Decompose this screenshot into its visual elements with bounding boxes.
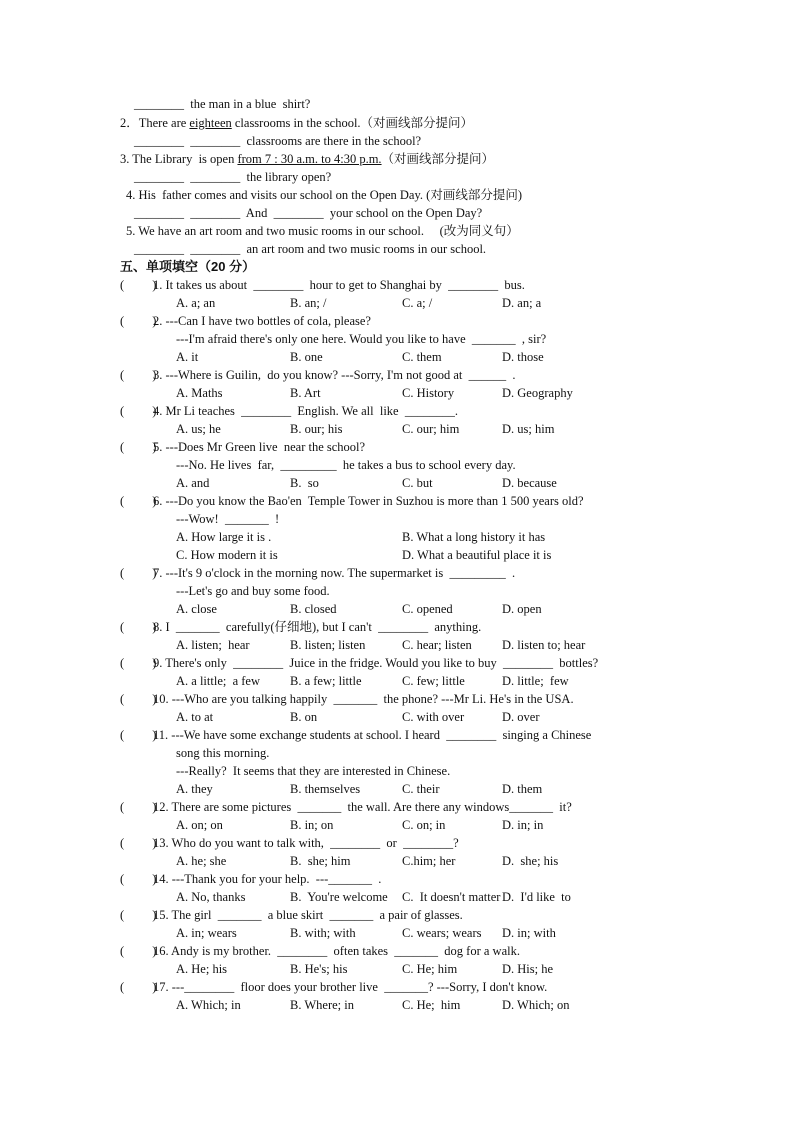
option-13-c: C.him; her (402, 854, 456, 868)
question-continuation-11: ---Really? It seems that they are interested in Chinese. (176, 764, 451, 778)
answer-line-q1: ________ the man in a blue shirt? (134, 97, 311, 111)
answer-bracket: ( ) (120, 314, 157, 328)
answer-bracket: ( ) (120, 980, 157, 994)
option-8-c: C. hear; listen (402, 638, 472, 652)
question-stem-10: 10. ---Who are you talking happily _______ the phone? ---Mr Li. He's in the USA. (153, 692, 574, 706)
option-4-c: C. our; him (402, 422, 460, 436)
option-4-d: D. us; him (502, 422, 555, 436)
option-16-c: C. He; him (402, 962, 458, 976)
option-7-b: B. closed (290, 602, 337, 616)
question-stem-11: 11. ---We have some exchange students at school. I heard ________ singing a Chinese (153, 728, 592, 742)
option-14-a: A. No, thanks (176, 890, 246, 904)
question-continuation-11: song this morning. (176, 746, 270, 760)
option-7-a: A. close (176, 602, 217, 616)
question-stem-16: 16. Andy is my brother. ________ often takes _______ dog for a walk. (153, 944, 520, 958)
option-11-c: C. their (402, 782, 440, 796)
question-stem-1: 1. It takes us about ________ hour to get to Shanghai by ________ bus. (153, 278, 525, 292)
option-6-b: B. What a long history it has (402, 530, 546, 544)
answer-bracket: ( ) (120, 872, 157, 886)
option-17-d: D. Which; on (502, 998, 570, 1012)
option-4-a: A. us; he (176, 422, 221, 436)
option-3-b: B. Art (290, 386, 321, 400)
section-5-title: 五、单项填空（20 分） (120, 259, 256, 274)
option-3-c: C. History (402, 386, 455, 400)
question-stem-7: 7. ---It's 9 o'clock in the morning now. The supermarket is _________ . (153, 566, 516, 580)
question-stem-13: 13. Who do you want to talk with, ________ or ________? (153, 836, 459, 850)
option-16-b: B. He's; his (290, 962, 348, 976)
question-stem-17: 17. ---________ floor does your brother live _______? ---Sorry, I don't know. (153, 980, 548, 994)
option-13-a: A. he; she (176, 854, 227, 868)
option-8-b: B. listen; listen (290, 638, 366, 652)
option-14-b: B. You're welcome (290, 890, 388, 904)
option-5-c: C. but (402, 476, 433, 490)
question-stem-2: 2. ---Can I have two bottles of cola, please? (153, 314, 371, 328)
answer-bracket: ( ) (120, 404, 157, 418)
option-9-a: A. a little; a few (176, 674, 260, 688)
option-2-a: A. it (176, 350, 199, 364)
option-14-d: D. I'd like to (502, 890, 571, 904)
option-13-b: B. she; him (290, 854, 351, 868)
option-16-a: A. He; his (176, 962, 228, 976)
option-17-b: B. Where; in (290, 998, 354, 1012)
option-9-d: D. little; few (502, 674, 569, 688)
option-15-d: D. in; with (502, 926, 556, 940)
answer-line-q4: ________ ________ And ________ your school on the Open Day? (134, 206, 483, 220)
option-12-d: D. in; in (502, 818, 544, 832)
answer-bracket: ( ) (120, 836, 157, 850)
question-continuation-6: ---Wow! _______ ! (176, 512, 280, 526)
question-continuation-7: ---Let's go and buy some food. (176, 584, 330, 598)
option-8-d: D. listen to; hear (502, 638, 586, 652)
option-7-c: C. opened (402, 602, 453, 616)
answer-bracket: ( ) (120, 692, 157, 706)
option-10-d: D. over (502, 710, 540, 724)
option-10-c: C. with over (402, 710, 465, 724)
option-6-a: A. How large it is . (176, 530, 272, 544)
option-5-d: D. because (502, 476, 557, 490)
option-14-c: C. It doesn't matter (402, 890, 501, 904)
option-5-a: A. and (176, 476, 210, 490)
option-10-b: B. on (290, 710, 318, 724)
answer-bracket: ( ) (120, 800, 157, 814)
option-16-d: D. His; he (502, 962, 554, 976)
question-stem-3: 3. ---Where is Guilin, do you know? ---Sorry, I'm not good at ______ . (153, 368, 516, 382)
option-9-b: B. a few; little (290, 674, 362, 688)
answer-bracket: ( ) (120, 278, 157, 292)
answer-line-q3: ________ ________ the library open? (134, 170, 332, 184)
answer-bracket: ( ) (120, 566, 157, 580)
option-4-b: B. our; his (290, 422, 343, 436)
option-15-c: C. wears; wears (402, 926, 482, 940)
underlined-phrase: from 7 : 30 a.m. to 4:30 p.m. (237, 152, 382, 166)
question-stem-5: 5. ---Does Mr Green live near the school? (153, 440, 366, 454)
option-5-b: B. so (290, 476, 319, 490)
question-q4-part4: 4. His father comes and visits our school on the Open Day. (对画线部分提问) (126, 188, 522, 202)
option-1-c: C. a; / (402, 296, 433, 310)
option-2-c: C. them (402, 350, 442, 364)
option-3-a: A. Maths (176, 386, 223, 400)
option-6-d: D. What a beautiful place it is (402, 548, 552, 562)
option-17-c: C. He; him (402, 998, 461, 1012)
answer-bracket: ( ) (120, 728, 157, 742)
option-11-a: A. they (176, 782, 213, 796)
option-3-d: D. Geography (502, 386, 573, 400)
option-13-d: D. she; his (502, 854, 559, 868)
option-1-d: D. an; a (502, 296, 542, 310)
question-stem-14: 14. ---Thank you for your help. ---_______ . (153, 872, 382, 886)
option-11-b: B. themselves (290, 782, 361, 796)
option-2-d: D. those (502, 350, 544, 364)
option-10-a: A. to at (176, 710, 214, 724)
question-stem-9: 9. There's only ________ Juice in the fridge. Would you like to buy ________ bottles? (153, 656, 599, 670)
question-q2-part4: 2．There are eighteen classrooms in the school.（对画线部分提问） (120, 116, 474, 130)
option-17-a: A. Which; in (176, 998, 241, 1012)
option-12-a: A. on; on (176, 818, 223, 832)
option-6-c: C. How modern it is (176, 548, 278, 562)
question-stem-4: 4. Mr Li teaches ________ English. We all like ________. (153, 404, 458, 418)
option-2-b: B. one (290, 350, 323, 364)
question-continuation-2: ---I'm afraid there's only one here. Would you like to have _______ , sir? (176, 332, 547, 346)
answer-bracket: ( ) (120, 494, 157, 508)
option-12-b: B. in; on (290, 818, 334, 832)
option-12-c: C. on; in (402, 818, 446, 832)
option-1-b: B. an; / (290, 296, 327, 310)
option-8-a: A. listen; hear (176, 638, 250, 652)
question-q3-part4: 3. The Library is open from 7 : 30 a.m. to 4:30 p.m.（对画线部分提问） (120, 152, 495, 166)
option-11-d: D. them (502, 782, 543, 796)
option-1-a: A. a; an (176, 296, 216, 310)
underlined-phrase: eighteen (189, 116, 232, 130)
answer-bracket: ( ) (120, 656, 157, 670)
answer-bracket: ( ) (120, 944, 157, 958)
answer-bracket: ( ) (120, 440, 157, 454)
option-7-d: D. open (502, 602, 542, 616)
question-stem-6: 6. ---Do you know the Bao'en Temple Tower in Suzhou is more than 1 500 years old? (153, 494, 584, 508)
question-stem-12: 12. There are some pictures _______ the wall. Are there any windows_______ it? (153, 800, 572, 814)
question-q5-part4: 5. We have an art room and two music rooms in our school. (改为同义句） (126, 224, 519, 238)
question-stem-15: 15. The girl _______ a blue skirt _______ a pair of glasses. (153, 908, 463, 922)
answer-line-q2: ________ ________ classrooms are there in the school? (134, 134, 422, 148)
question-continuation-5: ---No. He lives far, _________ he takes a bus to school every day. (176, 458, 516, 472)
option-15-b: B. with; with (290, 926, 356, 940)
answer-bracket: ( ) (120, 908, 157, 922)
answer-bracket: ( ) (120, 368, 157, 382)
option-9-c: C. few; little (402, 674, 465, 688)
answer-bracket: ( ) (120, 620, 157, 634)
answer-line-q5: ________ ________ an art room and two music rooms in our school. (134, 242, 487, 256)
option-15-a: A. in; wears (176, 926, 237, 940)
question-stem-8: 8. I _______ carefully(仔细地), but I can't ________ anything. (153, 620, 482, 634)
